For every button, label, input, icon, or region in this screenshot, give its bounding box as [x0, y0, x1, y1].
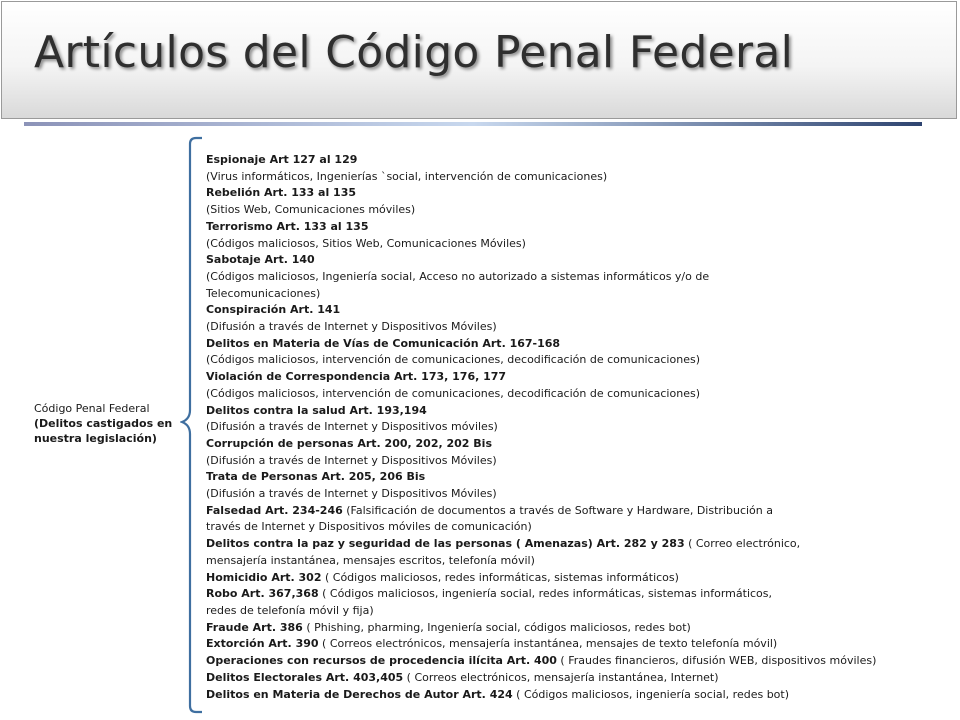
offense-means: (Códigos maliciosos, intervención de comunicaciones, decodificación de comunicaciones) — [206, 353, 700, 367]
offense-means-inline: (Falsificación de documentos a través de Software y Hardware, Distribución a — [342, 503, 773, 517]
offense-means-inline: ( Códigos maliciosos, redes informáticas, sistemas informáticos) — [321, 570, 679, 584]
offense-list — [206, 152, 946, 703]
curly-brace-connector — [180, 136, 204, 716]
offense-means: (Difusión a través de Internet y Dispositivos Móviles) — [206, 487, 497, 501]
offense-item — [206, 636, 946, 653]
offense-item — [206, 620, 946, 637]
offense-item — [206, 503, 946, 536]
offense-item — [206, 403, 946, 436]
offense-means: través de Internet y Dispositivos móviles de comunicación) — [206, 520, 532, 534]
offense-article: Delitos Electorales Art. 403,405 — [206, 670, 404, 684]
offense-article: Delitos contra la paz y seguridad de las personas ( Amenazas) Art. 282 y 283 — [206, 537, 685, 551]
offense-item — [206, 670, 946, 687]
root-category-note-line2: nuestra legislación) — [34, 432, 157, 445]
offense-article: Corrupción de personas Art. 200, 202, 202 Bis — [206, 436, 492, 450]
offense-item — [206, 336, 946, 369]
offense-article: Delitos contra la salud Art. 193,194 — [206, 403, 427, 417]
offense-means: redes de telefonía móvil y fija) — [206, 603, 374, 617]
offense-means: Telecomunicaciones) — [206, 286, 321, 300]
offense-item — [206, 369, 946, 402]
offense-means: (Virus informáticos, Ingenierías `social, intervención de comunicaciones) — [206, 169, 608, 183]
root-category — [34, 401, 174, 446]
offense-item — [206, 436, 946, 469]
root-category-name: Código Penal Federal — [34, 402, 150, 415]
offense-item — [206, 252, 946, 302]
offense-item — [206, 302, 946, 335]
offense-means: (Sitios Web, Comunicaciones móviles) — [206, 203, 416, 217]
offense-means-inline: ( Códigos maliciosos, ingeniería social, redes bot) — [512, 687, 790, 701]
offense-means-inline: ( Códigos maliciosos, ingeniería social, redes informáticas, sistemas informáticos, — [318, 587, 773, 601]
offense-means-inline: ( Correos electrónicos, mensajería instantánea, mensajes de texto telefonía móvil) — [318, 637, 778, 651]
offense-means: (Códigos maliciosos, intervención de comunicaciones, decodificación de comunicaciones) — [206, 386, 700, 400]
offense-item — [206, 586, 946, 619]
offense-article: Terrorismo Art. 133 al 135 — [206, 219, 369, 233]
offense-article: Operaciones con recursos de procedencia ilícita Art. 400 — [206, 654, 557, 668]
offense-article: Trata de Personas Art. 205, 206 Bis — [206, 470, 426, 484]
offense-article: Homicidio Art. 302 — [206, 570, 322, 584]
offense-article: Falsedad Art. 234-246 — [206, 503, 343, 517]
offense-item — [206, 653, 946, 670]
offense-article: Sabotaje Art. 140 — [206, 253, 315, 267]
offense-article: Rebelión Art. 133 al 135 — [206, 186, 357, 200]
offense-article: Extorción Art. 390 — [206, 637, 319, 651]
root-category-note-line1: (Delitos castigados en — [34, 417, 173, 430]
offense-item — [206, 570, 946, 587]
offense-means: (Difusión a través de Internet y Dispositivos móviles) — [206, 420, 498, 434]
offense-item — [206, 152, 946, 185]
offense-item — [206, 185, 946, 218]
offense-article: Violación de Correspondencia Art. 173, 176, 177 — [206, 370, 507, 384]
offense-item — [206, 469, 946, 502]
title-banner — [1, 1, 957, 119]
offense-article: Fraude Art. 386 — [206, 620, 303, 634]
offense-means-inline: ( Correo electrónico, — [684, 537, 801, 551]
offense-means: (Difusión a través de Internet y Dispositivos Móviles) — [206, 453, 497, 467]
page-title: Artículos del Código Penal Federal — [34, 27, 794, 78]
offense-article: Conspiración Art. 141 — [206, 303, 341, 317]
offense-article: Espionaje Art 127 al 129 — [206, 153, 358, 166]
offense-article: Robo Art. 367,368 — [206, 587, 319, 601]
offense-means: mensajería instantánea, mensajes escritos, telefonía móvil) — [206, 553, 535, 567]
title-divider — [24, 122, 922, 126]
offense-means: (Códigos maliciosos, Sitios Web, Comunicaciones Móviles) — [206, 236, 526, 250]
offense-means-inline: ( Phishing, pharming, Ingeniería social, códigos maliciosos, redes bot) — [302, 620, 691, 634]
offense-item — [206, 536, 946, 569]
offense-item — [206, 687, 946, 704]
offense-means: (Difusión a través de Internet y Dispositivos Móviles) — [206, 320, 497, 334]
offense-article: Delitos en Materia de Vías de Comunicación Art. 167-168 — [206, 336, 561, 350]
offense-item — [206, 219, 946, 252]
offense-means: (Códigos maliciosos, Ingeniería social, Acceso no autorizado a sistemas informáticos y/o de — [206, 269, 710, 283]
offense-means-inline: ( Fraudes financieros, difusión WEB, dispositivos móviles) — [556, 654, 877, 668]
offense-article: Delitos en Materia de Derechos de Autor Art. 424 — [206, 687, 513, 701]
offense-means-inline: ( Correos electrónicos, mensajería instantánea, Internet) — [403, 670, 719, 684]
